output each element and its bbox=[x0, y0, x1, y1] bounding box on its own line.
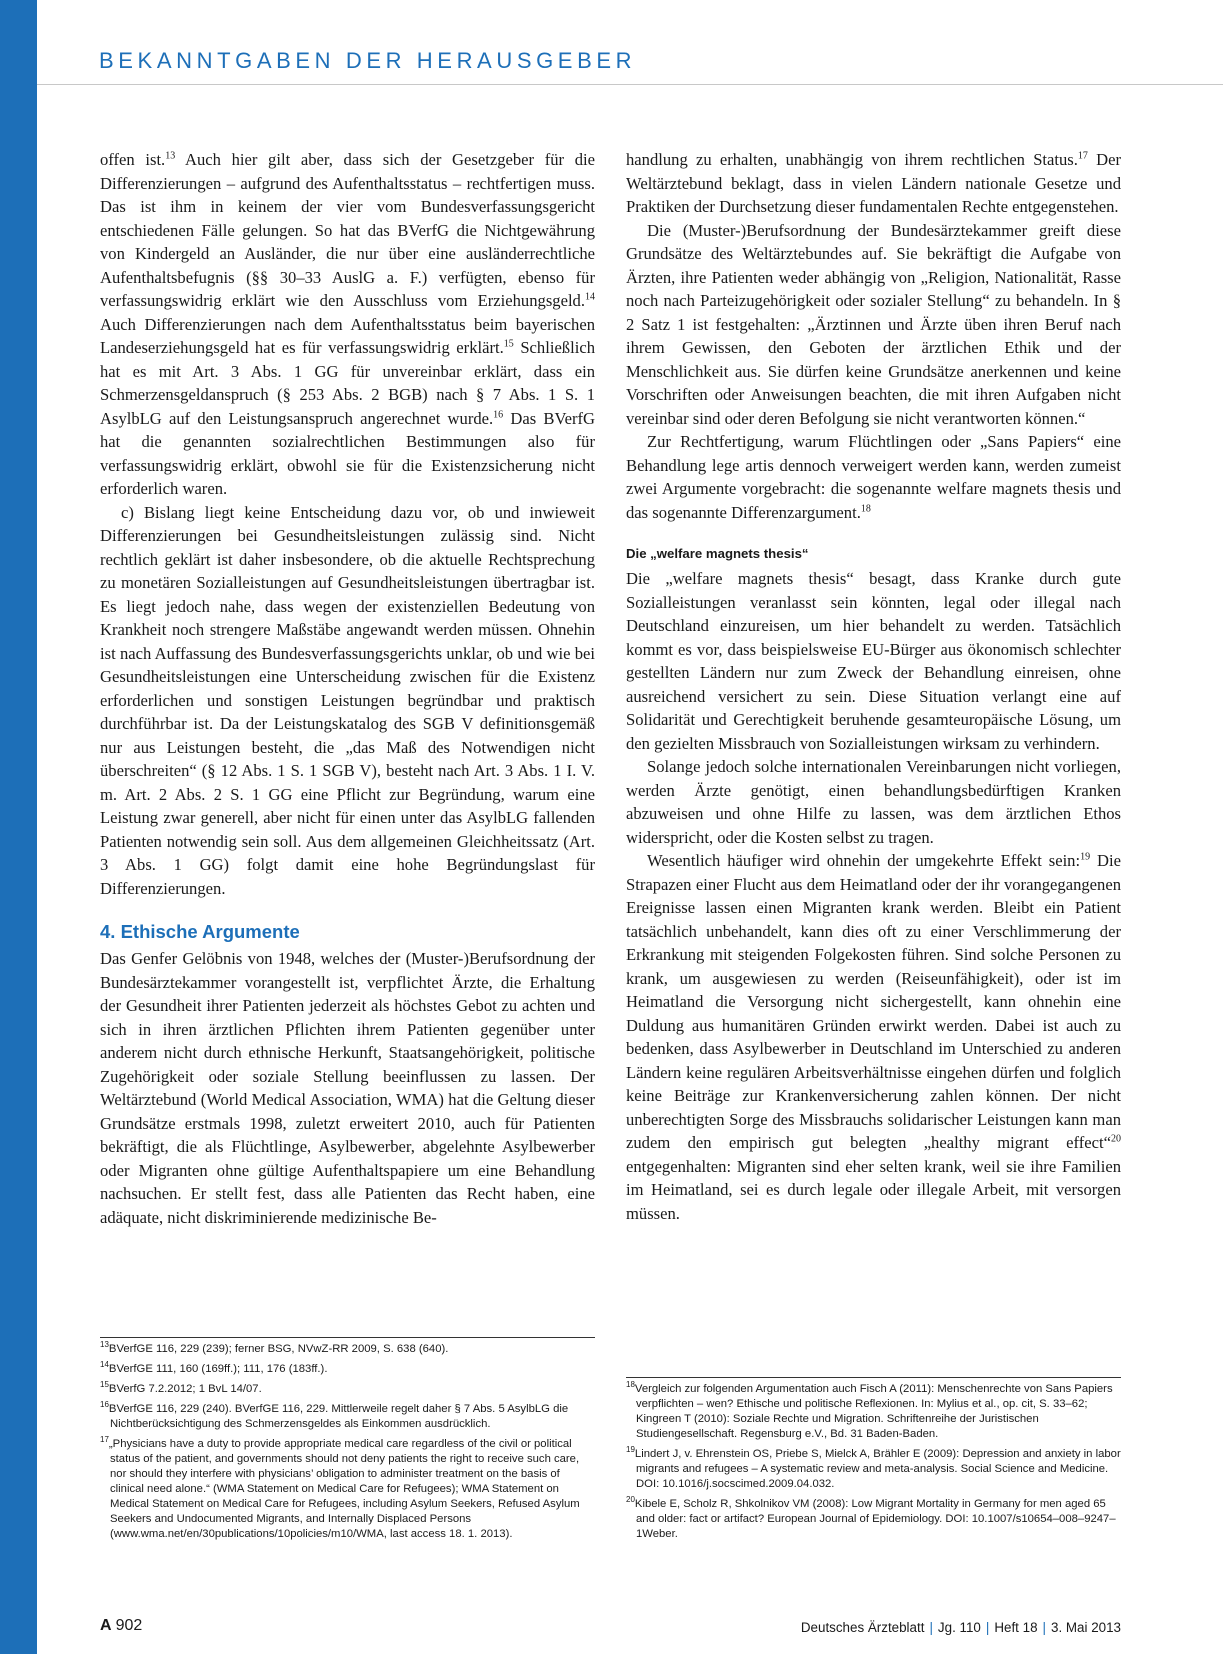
footnote bbox=[626, 1382, 1121, 1442]
page-number bbox=[100, 1617, 142, 1635]
footnote bbox=[626, 1447, 1121, 1492]
footnotes-left bbox=[100, 1337, 595, 1547]
section-header: BEKANNTGABEN DER HERAUSGEBER bbox=[99, 48, 637, 73]
journal-volume: Jg. 110 bbox=[937, 1620, 981, 1635]
footnote-number: 16 bbox=[100, 1400, 109, 1410]
subsection-heading: Die „welfare magnets thesis“ bbox=[626, 546, 809, 561]
footnote bbox=[100, 1382, 595, 1397]
paragraph bbox=[100, 947, 595, 1229]
page-number-value: 902 bbox=[115, 1617, 143, 1634]
text-run: Das Genfer Gelöbnis von 1948, welches der (Muster-)Berufsordnung der Bundesärztekammer vorangestellt ist, verpflichtet Ärzte, die Erhaltung der Gesundheit ihrer Patienten jederzeit als höchstes Gebot zu achten und sich in ihren ärztlichen Pflichten ihrem Patienten gegenüber unter anderem nicht durch ethnische Herkunft, Staatsangehörigkeit, politische Zugehörigkeit oder soziale Stellung beeinflussen zu lassen. Der Weltärztebund (World Medical Association, WMA) hat die Geltung dieser Grundsätze erstmals 1998, zuletzt erweitert 2010, auch für Patienten bekräftigt, die als Flüchtlinge, Asylbewerber, abgelehnte Asylbewerber oder Migranten ohne gültige Aufenthaltspapiere um eine Behandlung nachsuchen. Er stellt fest, dass alle Patienten das Recht haben, eine adäquate, nicht diskriminierende medizinische Be- bbox=[100, 949, 595, 1227]
text-run: Solange jedoch solche internationalen Vereinbarungen nicht vorliegen, werden Ärzte genötigt, einen behandlungsbedürftigen Kranken abzuweisen und ohne Hilfe zu lassen, was dem ärztlichen Ethos widerspricht, oder die Kosten selbst zu tragen. bbox=[626, 757, 1121, 847]
footnotes-right bbox=[626, 1377, 1121, 1547]
left-column bbox=[100, 148, 595, 1229]
footnote bbox=[100, 1342, 595, 1357]
text-run: Zur Rechtfertigung, warum Flüchtlingen oder „Sans Papiers“ eine Behandlung lege artis dennoch verweigert werden kann, werden zumeist zwei Argumente vorgebracht: die sogenannte welfare magnets thesis und das sogenannte Differenzargument. bbox=[626, 432, 1121, 522]
text-run: Die (Muster-)Berufsordnung der Bundesärztekammer greift diese Grundsätze des Weltärztebundes auf. Sie bekräftigt die Aufgabe von Ärzten, ihre Patienten weder abhängig von „Religion, Nationalität, Rasse noch nach Parteizugehörigkeit oder sozialer Stellung“ zu behandeln. In § 2 Satz 1 ist festgehalten: „Ärztinnen und Ärzte üben ihren Beruf nach ihrem Gewissen, den Geboten der ärztlichen Ethik und der Menschlichkeit aus. Sie dürfen keine Grundsätze anerkennen und keine Vorschriften oder Anweisungen beachten, die mit ihren Aufgaben nicht vereinbar sind oder deren Befolgung sie nicht verantworten können.“ bbox=[626, 220, 1121, 428]
separator: | bbox=[985, 1620, 990, 1635]
separator: | bbox=[929, 1620, 933, 1635]
footnote-ref: 20 bbox=[1111, 1133, 1121, 1145]
text-run: Schließlich hat es mit Art. 3 Abs. 1 GG für unvereinbar erklärt, dass ein Schmerzensgeldanspruch (§ 253 Abs. 2 BGB) nach § 7 Abs. 1 S. 1 AsylbLG auf den Leistungsanspruch angerechnet wurde. bbox=[100, 338, 595, 428]
footnote-text: BVerfGE 116, 229 (239); ferner BSG, NVwZ-RR 2009, S. 638 (640). bbox=[108, 1343, 449, 1355]
paragraph bbox=[626, 567, 1121, 755]
right-column bbox=[626, 148, 1121, 1225]
footnote-text: BVerfG 7.2.2012; 1 BvL 14/07. bbox=[108, 1383, 262, 1395]
footnote-text: Vergleich zur folgenden Argumentation auch Fisch A (2011): Menschenrechte von Sans Papiers verpflichten – wen? Ethische und politische Reflexionen. In: Mylius et al., op. cit, S. 33–62; Kingreen T (2010): Soziale Rechte und Migration. Schriftenreihe der Juristischen Studiengesellschaft. Regensburg e.V., Bd. 31 Baden-Baden. bbox=[634, 1383, 1113, 1440]
footnote-ref: 14 bbox=[585, 291, 595, 303]
paragraph bbox=[100, 148, 595, 501]
paragraph bbox=[626, 148, 1121, 219]
footnote-ref: 13 bbox=[165, 150, 176, 162]
footnote-rule bbox=[626, 1377, 1121, 1378]
footnote-ref: 16 bbox=[493, 408, 504, 420]
footnote-number: 19 bbox=[626, 1445, 635, 1455]
footnote-number: 18 bbox=[626, 1380, 635, 1390]
footnote-number: 17 bbox=[100, 1435, 109, 1445]
footnote-text: BVerfGE 111, 160 (169ff.); 111, 176 (183ff.). bbox=[108, 1363, 328, 1375]
paragraph bbox=[626, 219, 1121, 431]
footnote-rule bbox=[100, 1337, 595, 1338]
text-run: Der Weltärztebund beklagt, dass in vielen Ländern nationale Gesetze und Praktiken der Durchsetzung dieser fundamentalen Rechte entgegenstehen. bbox=[626, 150, 1121, 216]
footnote-text: BVerfGE 116, 229 (240). BVerfGE 116, 229. Mittlerweile regelt daher § 7 Abs. 5 AsylbLG die Nichtberücksichtigung des Schmerzensgeldes als Einkommen ausdrücklich. bbox=[108, 1403, 569, 1430]
paragraph bbox=[626, 755, 1121, 849]
footnote bbox=[100, 1402, 595, 1432]
text-run: Auch Differenzierungen nach dem Aufenthaltsstatus beim bayerischen Landeserziehungsgeld hat es für verfassungswidrig erklärt. bbox=[100, 314, 595, 357]
journal-name: Deutsches Ärzteblatt bbox=[800, 1620, 925, 1635]
footnote bbox=[100, 1437, 595, 1542]
paragraph bbox=[626, 430, 1121, 524]
footnote-ref: 15 bbox=[503, 338, 514, 350]
footnote-number: 14 bbox=[100, 1360, 109, 1370]
section-heading: 4. Ethische Argumente bbox=[100, 921, 300, 942]
footnote-number: 13 bbox=[100, 1340, 109, 1350]
page-prefix: A bbox=[100, 1617, 112, 1634]
paragraph bbox=[626, 849, 1121, 1225]
footnote-text: Lindert J, v. Ehrenstein OS, Priebe S, Mielck A, Brähler E (2009): Depression and anxiety in labor migrants and refugees – A systematic review and meta-analysis. Social Science and Medicine. DOI: 10.1016/j.socscimed.2009.04.032. bbox=[634, 1448, 1121, 1490]
text-run: Die Strapazen einer Flucht aus dem Heimatland oder der ihr vorangegangenen Ereignisse lassen einen Migranten krank werden. Bleibt ein Patient tatsächlich unbehandelt, kann dies oft zu einer Verschlimmerung der Erkrankung mit steigenden Folgekosten führen. Sind solche Personen zu krank, um ausgewiesen zu werden (Reiseunfähigkeit), oder ist im Heimatland die Versorgung nicht sichergestellt, kann ohnehin eine Duldung aus humanitären Gründen erwirkt werden. Dabei ist auch zu bedenken, dass Asylbewerber in Deutschland im Unterschied zu anderen Ländern keine regulären Arbeitsverhältnisse eingehen dürfen und folglich keine Beiträge zur Krankenversicherung zahlen können. Der nicht unberechtigten Sorge des Missbrauchs solidarischer Leistungen kann man zudem den empirisch gut belegten „healthy migrant effect“ bbox=[626, 851, 1121, 1152]
text-run: offen ist. bbox=[100, 150, 166, 169]
text-run: Die „welfare magnets thesis“ besagt, dass Kranke durch gute Sozialleistungen veranlasst sein könnten, legal oder illegal nach Deutschland einzureisen, um hier behandelt zu werden. Tatsächlich kommt es vor, dass beispielsweise EU-Bürger aus ökonomisch schlechter gestellten Ländern nur zum Zweck der Behandlung einreisen, ohne ausreichend versichert zu sein. Diese Situation verlangt eine auf Solidarität und Gerechtigkeit beruhende gesamteuropäische Lösung, um den gezielten Missbrauch von Sozialleistungen wirksam zu verhindern. bbox=[626, 569, 1121, 753]
text-run: handlung zu erhalten, unabhängig von ihrem rechtlichen Status. bbox=[626, 150, 1078, 169]
separator: | bbox=[1042, 1620, 1047, 1635]
text-run: entgegenhalten: Migranten sind eher selten krank, weil sie ihre Familien im Heimatland, sei es durch legale oder illegale Arbeit, mit versorgen müssen. bbox=[626, 1156, 1121, 1223]
text-run: c) Bislang liegt keine Entscheidung dazu vor, ob und inwieweit Differenzierungen bei Gesundheitsleistungen zulässig sind. Nicht rechtlich geklärt ist daher insbesondere, ob die aktuelle Rechtsprechung zu monetären Sozialleistungen auf Gesundheitsleistungen übertragbar ist. Es liegt jedoch nahe, dass wegen der existenziellen Bedeutung von Krankheit noch strengere Maßstäbe angewandt werden müssen. Ohnehin ist nach Auffassung des Bundesverfassungsgerichts unklar, ob und wie bei Gesundheitsleistungen eine Unterscheidung zwischen für die Existenz erforderlichen und sonstigen Leistungen begründbar und praktisch durchführbar ist. Da der Leistungskatalog des SGB V definitionsgemäß nur aus Leistungen besteht, die „das Maß des Notwendigen nicht überschreiten“ (§ 12 Abs. 1 S. 1 SGB V), besteht nach Art. 3 Abs. 1 I. V. m. Art. 2 Abs. 2 S. 1 GG eine Pflicht zur Begründung, warum eine Leistung zwar generell, aber nicht für einen unter das AsylbLG fallenden Patienten notwendig sein soll. Aus dem allgemeinen Gleichheitssatz (Art. 3 Abs. 1 GG) folgt damit eine hohe Begründungslast für Differenzierungen. bbox=[100, 502, 595, 898]
footnote-text: „Physicians have a duty to provide appropriate medical care regardless of the civil or political status of the patient, and governments should not deny patients the right to receive such care, nor should they interfere with physicians’ obligation to administer treatment on the basis of clinical need alone.“ (WMA Statement on Medical Care for Refugees); WMA Statement on Medical Statement on Medical Care for Refugees, including Asylum Seekers, Refused Asylum Seekers and Undocumented Migrants, and Internally Displaced Persons (www.wma.net/en/30publications/10policies/m10/WMA, last access 18. 1. 2013). bbox=[108, 1438, 580, 1540]
footnote-ref: 19 bbox=[1080, 851, 1091, 863]
footnote-text: Kibele E, Scholz R, Shkolnikov VM (2008): Low Migrant Mortality in Germany for men aged 65 and older: fact or artifact? European Journal of Epidemiology. DOI: 10.1007/s10654–008–9247–1Weber. bbox=[634, 1498, 1116, 1540]
footnote-ref: 18 bbox=[860, 502, 871, 514]
footnote-number: 15 bbox=[100, 1380, 109, 1390]
text-run: Wesentlich häufiger wird ohnehin der umgekehrte Effekt sein: bbox=[647, 851, 1081, 870]
side-color-bar bbox=[0, 0, 37, 1654]
footnote-list bbox=[626, 1382, 1121, 1542]
text-run: Auch hier gilt aber, dass sich der Gesetzgeber für die Differenzierungen – aufgrund des Aufenthaltsstatus – rechtfertigen muss. Das ist ihm in keinem der vier vom Bundesverfassungsgericht entschiedenen Fälle gelungen. So hat das BVerfG die Nichtgewährung von Kindergeld an Ausländer, die nur über eine ausländerrechtliche Aufenthaltsbefugnis (§§ 30–33 AuslG a. F.) verfügten, ebenso für verfassungswidrig erklärt wie den Ausschluss vom Erziehungsgeld. bbox=[100, 150, 596, 310]
text-run: Das BVerfG hat die genannten sozialrechtlichen Bestimmungen also für verfassungswidrig erklärt, obwohl sie für die Existenzsicherung nicht erforderlich waren. bbox=[100, 408, 595, 498]
footnote bbox=[626, 1497, 1121, 1542]
paragraph bbox=[100, 501, 595, 901]
footnote-ref: 17 bbox=[1077, 150, 1088, 162]
journal-issue: Heft 18 bbox=[994, 1620, 1038, 1635]
footnote-number: 20 bbox=[626, 1495, 635, 1505]
journal-info bbox=[801, 1620, 1121, 1635]
header-rule bbox=[37, 84, 1223, 85]
footnote bbox=[100, 1362, 595, 1377]
footnote-list bbox=[100, 1342, 595, 1542]
journal-date: 3. Mai 2013 bbox=[1051, 1620, 1121, 1635]
